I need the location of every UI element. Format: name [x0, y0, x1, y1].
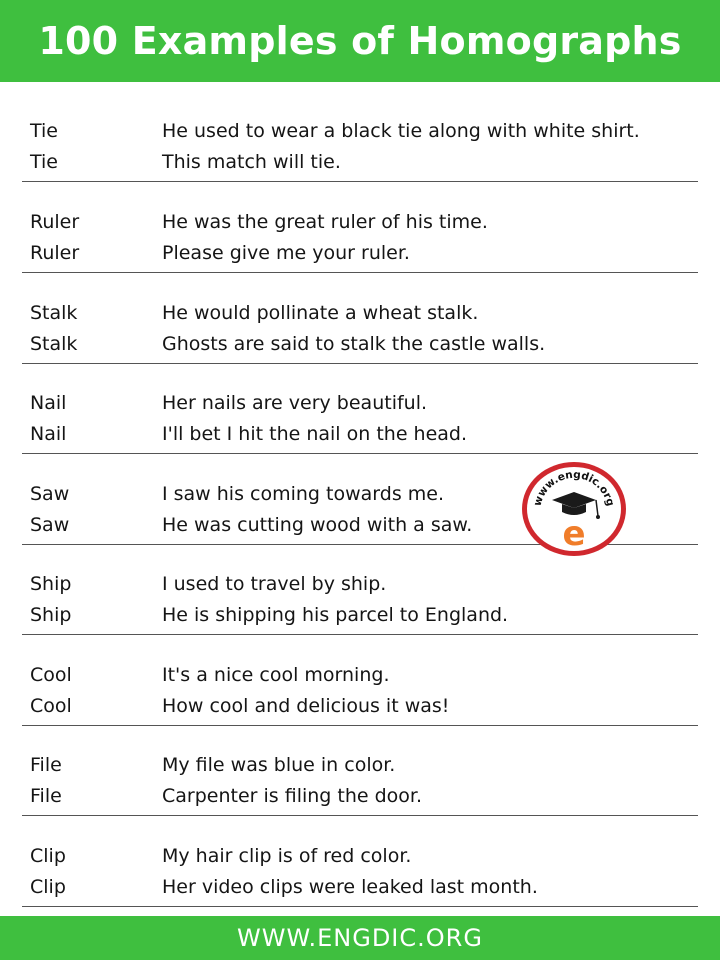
engdic-logo — [520, 460, 628, 558]
homograph-word: Clip — [30, 845, 66, 867]
page-title: 100 Examples of Homographs — [38, 19, 682, 63]
example-sentence: My hair clip is of red color. — [162, 845, 412, 867]
example-sentence: Please give me your ruler. — [162, 242, 410, 264]
footer-banner — [0, 916, 720, 960]
homograph-group — [22, 183, 698, 273]
homograph-word: Ship — [30, 573, 72, 595]
example-sentence: He used to wear a black tie along with white shirt. — [162, 120, 640, 142]
example-sentence: My file was blue in color. — [162, 754, 396, 776]
example-sentence: Carpenter is filing the door. — [162, 785, 423, 807]
row-divider — [22, 272, 698, 273]
homograph-group — [22, 364, 698, 454]
example-sentence: I saw his coming towards me. — [162, 483, 444, 505]
homograph-group — [22, 817, 698, 907]
homograph-group — [22, 726, 698, 816]
homograph-word: Cool — [30, 664, 72, 686]
homograph-group — [22, 92, 698, 182]
example-sentence: He was cutting wood with a saw. — [162, 514, 473, 536]
homograph-word: Clip — [30, 876, 66, 898]
row-divider — [22, 906, 698, 907]
homograph-group — [22, 636, 698, 726]
example-sentence: I'll bet I hit the nail on the head. — [162, 423, 468, 445]
example-sentence: Her video clips were leaked last month. — [162, 876, 538, 898]
example-sentence: It's a nice cool morning. — [162, 664, 390, 686]
row-divider — [22, 634, 698, 635]
row-divider — [22, 453, 698, 454]
homograph-word: File — [30, 785, 62, 807]
homograph-word: Ship — [30, 604, 72, 626]
example-sentence: He was the great ruler of his time. — [162, 211, 488, 233]
logo-letter: e — [562, 514, 586, 554]
homograph-word: Stalk — [30, 333, 78, 355]
example-sentence: He would pollinate a wheat stalk. — [162, 302, 479, 324]
homograph-word: File — [30, 754, 62, 776]
example-sentence: I used to travel by ship. — [162, 573, 387, 595]
example-sentence: This match will tie. — [162, 151, 341, 173]
homograph-word: Saw — [30, 514, 70, 536]
homograph-word: Stalk — [30, 302, 78, 324]
homograph-word: Cool — [30, 695, 72, 717]
example-sentence: How cool and delicious it was! — [162, 695, 450, 717]
footer-url[interactable]: WWW.ENGDIC.ORG — [237, 924, 483, 952]
homograph-word: Tie — [30, 120, 58, 142]
homograph-word: Ruler — [30, 242, 80, 264]
homograph-word: Nail — [30, 423, 67, 445]
homograph-group — [22, 274, 698, 364]
homograph-word: Tie — [30, 151, 58, 173]
logo-url-text: www.engdic.org — [531, 468, 617, 508]
homograph-group — [22, 545, 698, 635]
header-banner — [0, 0, 720, 82]
example-sentence: He is shipping his parcel to England. — [162, 604, 509, 626]
row-divider — [22, 181, 698, 182]
homograph-word: Ruler — [30, 211, 80, 233]
row-divider — [22, 815, 698, 816]
example-sentence: Ghosts are said to stalk the castle walls. — [162, 333, 546, 355]
example-sentence: Her nails are very beautiful. — [162, 392, 428, 414]
homograph-word: Nail — [30, 392, 67, 414]
homograph-word: Saw — [30, 483, 70, 505]
